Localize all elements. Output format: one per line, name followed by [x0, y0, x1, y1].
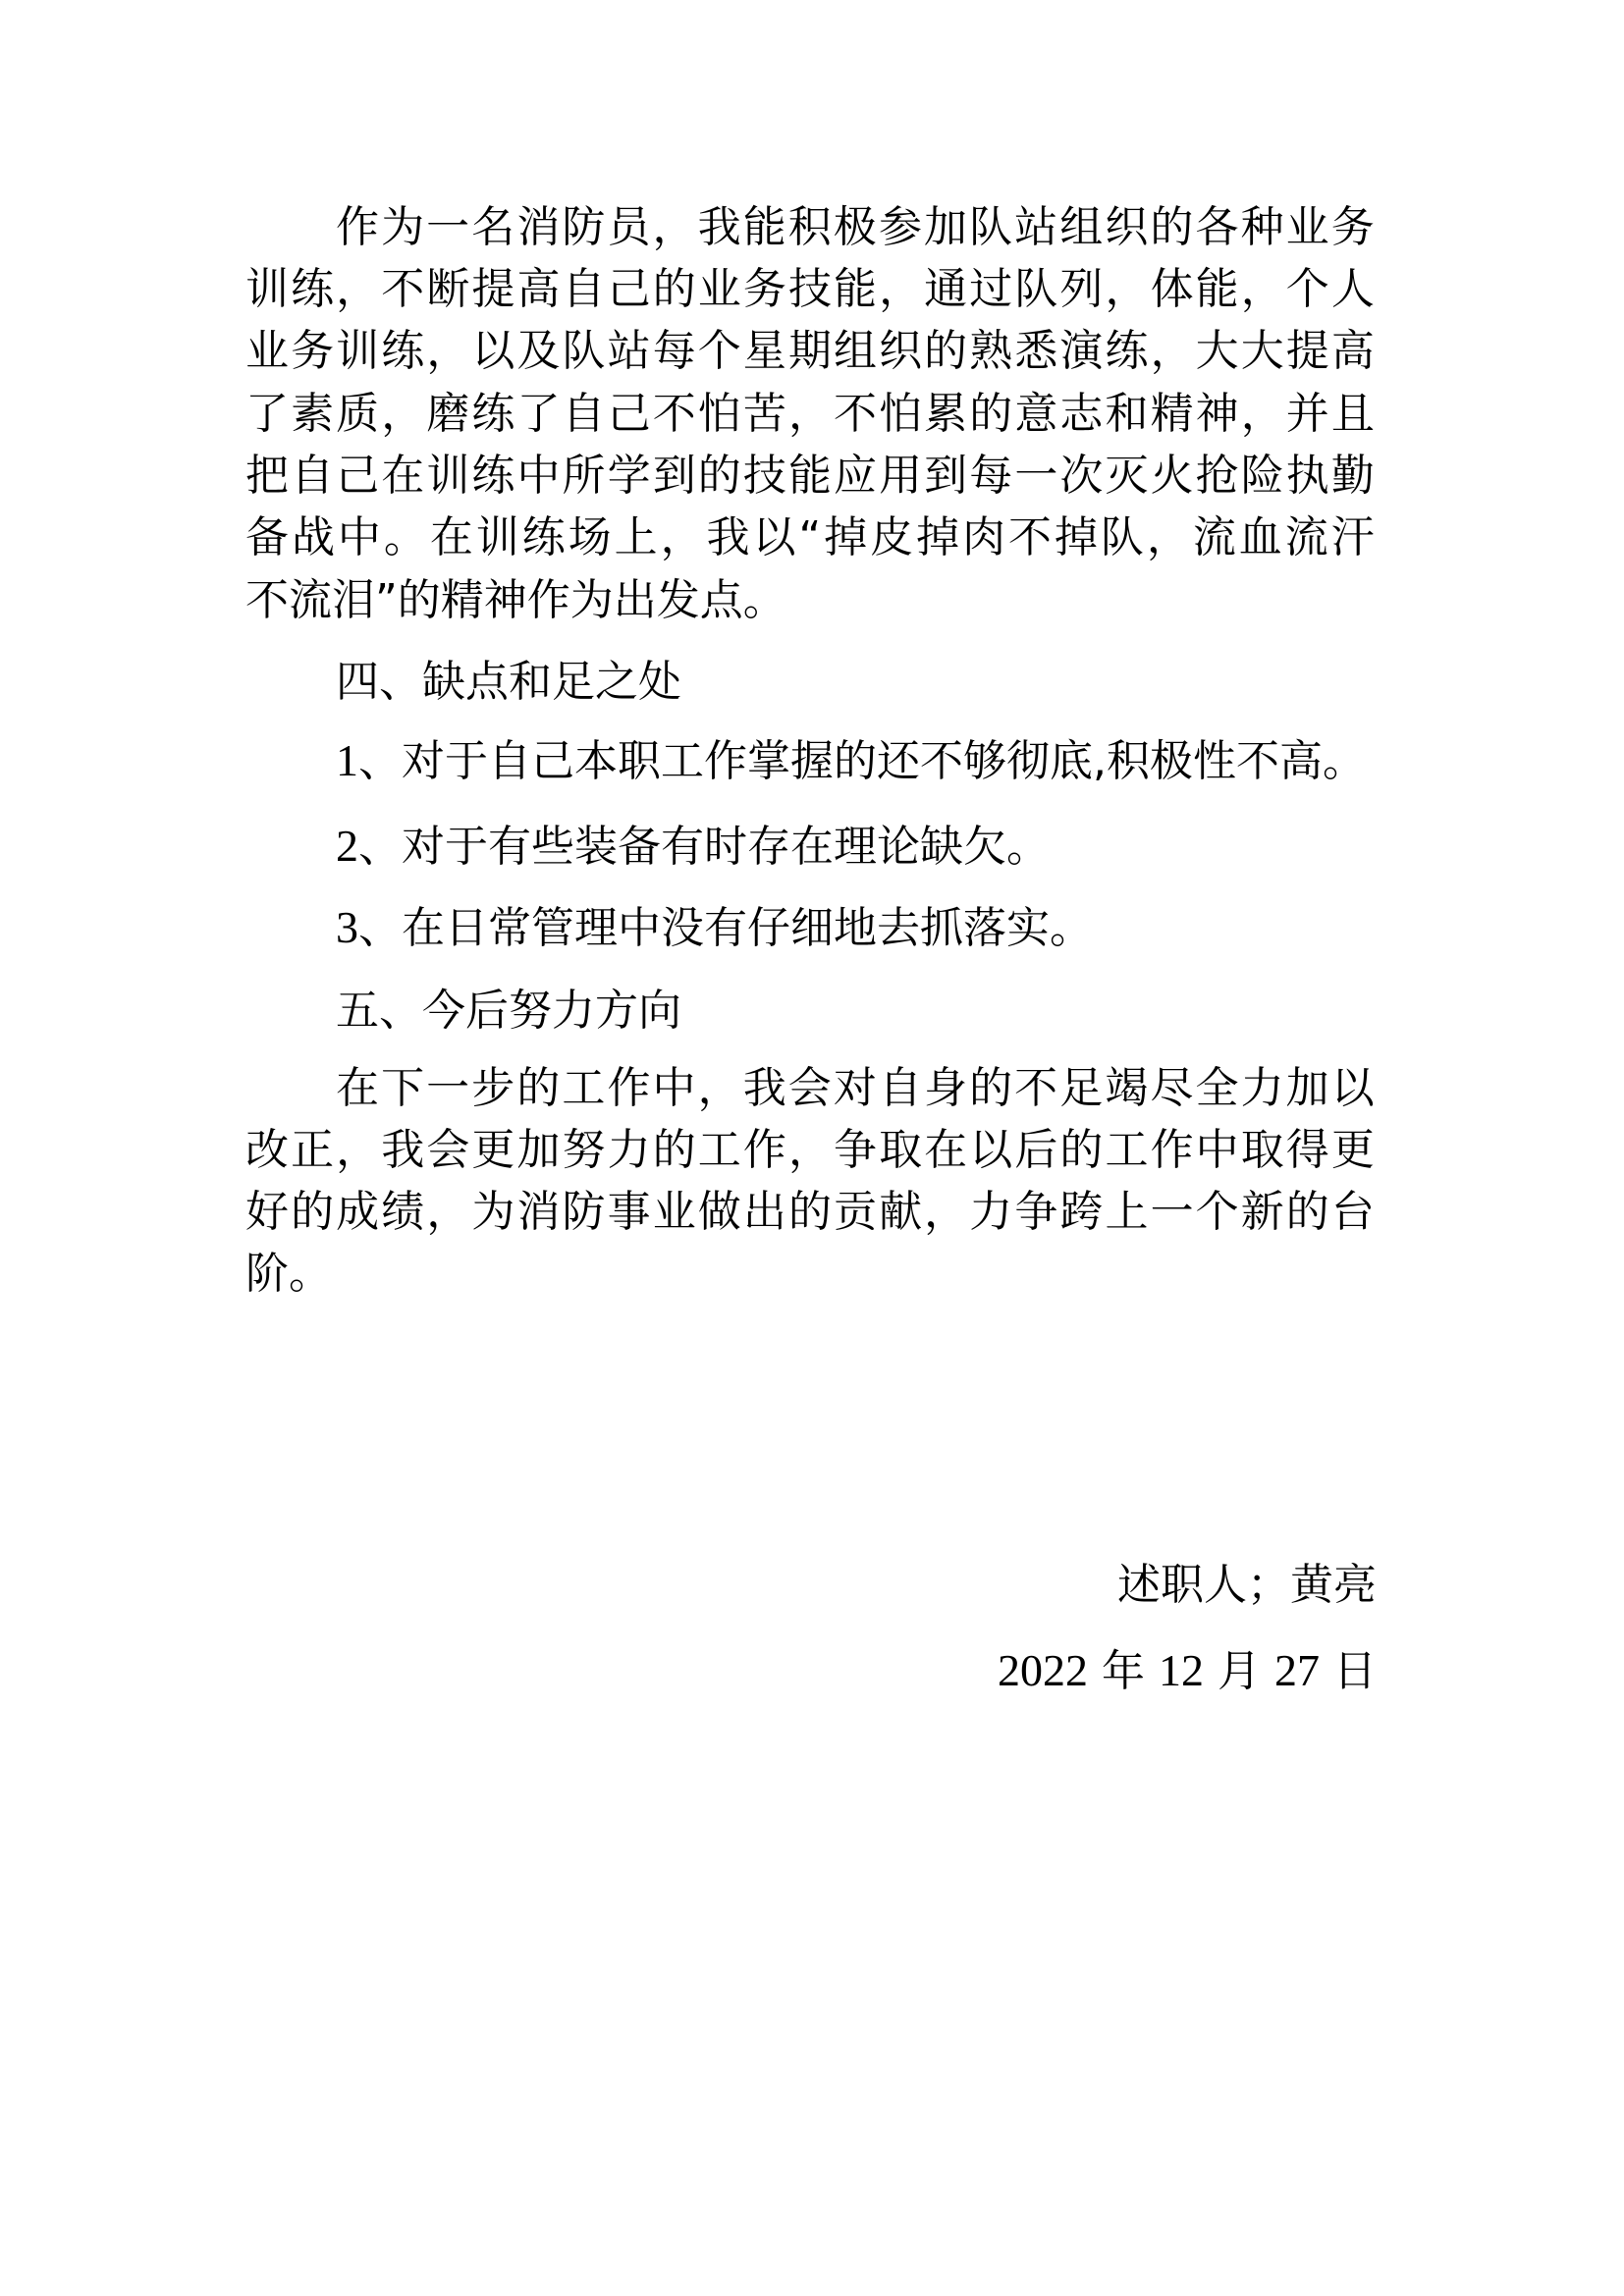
date-month: 12 — [1159, 1645, 1205, 1695]
paragraph-line: 了 素 质 ， 磨 练 了 自 己 不 怕 苦 ， 不 怕 累 的 意 志 和 精 神 ， 并 且 — [245, 389, 1375, 439]
paragraph-line: 不流泪”的精神作为出发点。 — [245, 575, 786, 625]
paragraph-line: 训 练 ， 不 断 提 高 自 己 的 业 务 技 能 ， 通 过 队 列 ， 体 能 ， 个 人 — [245, 264, 1375, 314]
list-item-separator: 、 — [358, 736, 402, 786]
date-day-unit: 日 — [1320, 1646, 1377, 1696]
paragraph-line: 作 为 一 名 消 防 员 ， 我 能 积 极 参 加 队 站 组 织 的 各 种 业 务 — [336, 202, 1375, 252]
date-year-unit: 年 — [1088, 1646, 1160, 1696]
date-day: 27 — [1274, 1645, 1320, 1695]
list-item — [336, 729, 1366, 791]
list-item-number: 2 — [336, 821, 358, 871]
paragraph-line: 备 战 中 。 在 训 练 场 上 ， 我 以 “ 掉 皮 掉 肉 不 掉 队 ， 流 血 流 汗 — [245, 512, 1375, 562]
list-item-separator: 、 — [358, 903, 402, 953]
signature-date — [998, 1639, 1377, 1701]
list-item — [336, 896, 1093, 958]
list-item-separator: 、 — [358, 822, 402, 872]
signature-name: 述职人；黄亮 — [1117, 1560, 1377, 1610]
paragraph-line: 阶。 — [245, 1249, 332, 1299]
paragraph-line: 在 下 一 步 的 工 作 中 ， 我 会 对 自 身 的 不 足 竭 尽 全 力 加 以 — [336, 1063, 1375, 1113]
list-item-text: 在日常管理中没有仔细地去抓落实。 — [402, 903, 1093, 953]
date-year: 2022 — [998, 1645, 1089, 1695]
paragraph-line: 改 正 ， 我 会 更 加 努 力 的 工 作 ， 争 取 在 以 后 的 工 作 中 取 得 更 — [245, 1125, 1375, 1175]
section-heading-future-direction: 五、今后努力方向 — [336, 986, 681, 1036]
list-item-text: 对于有些装备有时存在理论缺欠。 — [402, 822, 1050, 872]
paragraph-line: 业 务 训 练 ， 以 及 队 站 每 个 星 期 组 织 的 熟 悉 演 练 ， 大 大 提 高 — [245, 326, 1375, 376]
list-item — [336, 815, 1050, 877]
section-heading-shortcomings: 四、缺点和足之处 — [336, 657, 681, 707]
list-item-text: 对于自己本职工作掌握的还不够彻底,积极性不高。 — [402, 736, 1366, 786]
date-month-unit: 月 — [1204, 1646, 1274, 1696]
paragraph-line: 好 的 成 绩 ， 为 消 防 事 业 做 出 的 贡 献 ， 力 争 跨 上 一 个 新 的 台 — [245, 1187, 1375, 1237]
paragraph-line: 把 自 己 在 训 练 中 所 学 到 的 技 能 应 用 到 每 一 次 灭 火 抢 险 执 勤 — [245, 451, 1375, 501]
list-item-number: 1 — [336, 735, 358, 785]
list-item-number: 3 — [336, 902, 358, 952]
